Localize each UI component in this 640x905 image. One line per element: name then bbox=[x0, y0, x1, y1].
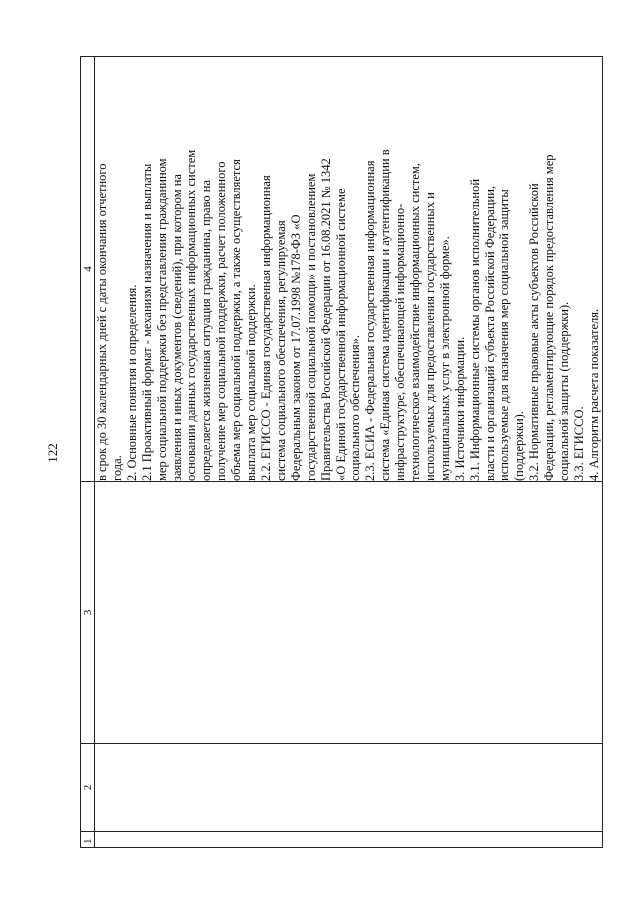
text-line: государственной социальной помощи» и постановлением bbox=[303, 173, 318, 481]
text-line: 2.2. ЕГИССО - Единая государственная информационная bbox=[258, 175, 273, 481]
text-line: заявления и иных документов (сведений), при котором на bbox=[169, 174, 184, 481]
text-line: система социального обеспечения, регулируемая bbox=[273, 220, 288, 481]
text-line: «О Единой государственной информационной системе bbox=[333, 188, 348, 481]
text-line: 3.2. Нормативные правовые акты субъектов Российской bbox=[527, 183, 542, 481]
text-line: 2.3. ЕСИА - Федеральная государственная информационная bbox=[363, 160, 378, 481]
document-table bbox=[80, 56, 603, 848]
text-line: 2. Основные понятия и определения. bbox=[124, 284, 139, 481]
text-line: социального обеспечения». bbox=[348, 334, 363, 481]
text-line: используемых для предоставления государственных и bbox=[422, 192, 437, 481]
text-line: мер социальной поддержки без представления гражданином bbox=[154, 158, 169, 481]
text-line: система «Единая система идентификации и аутентификации в bbox=[378, 149, 393, 481]
table-header-row bbox=[81, 57, 95, 848]
header-col-2: 2 bbox=[81, 744, 95, 832]
header-col-4: 4 bbox=[81, 57, 95, 482]
text-line: основании данных государственных информационных систем bbox=[184, 149, 199, 481]
text-line: инфраструктуре, обеспечивающей информационно- bbox=[393, 203, 408, 481]
table-body-row bbox=[95, 57, 603, 848]
cell-col-1 bbox=[95, 832, 603, 848]
text-line: 3.3. ЕГИССО. bbox=[572, 406, 586, 481]
text-line: (поддержки). bbox=[512, 411, 527, 481]
text-line: 3. Источники информации. bbox=[452, 336, 467, 481]
header-col-3: 3 bbox=[81, 482, 95, 744]
text-line: получение мер социальной поддержки, расчет положенного bbox=[214, 161, 229, 481]
text-line: года. bbox=[109, 455, 124, 481]
text-line: технологическое взаимодействие информационных систем, bbox=[408, 163, 423, 481]
text-line: в срок до 30 календарных дней с даты окончания отчетного bbox=[95, 163, 109, 481]
text-line: определяется жизненная ситуация гражданина, право на bbox=[199, 179, 214, 481]
text-line: социальной защиты (поддержки). bbox=[557, 301, 572, 481]
text-line: 3.1. Информационные системы органов исполнительной bbox=[467, 178, 482, 481]
cell-col-2 bbox=[95, 744, 603, 832]
text-line: используемые для назначения мер социальной защиты bbox=[497, 189, 512, 481]
text-line: 2.1 Проактивный формат - механизм назначения и выплаты bbox=[139, 163, 154, 481]
cell-col-4 bbox=[95, 57, 603, 482]
rotated-page-content bbox=[80, 56, 602, 848]
text-line: власти и организаций субъекта Российской Федерации, bbox=[482, 185, 497, 481]
page-number: 122 bbox=[45, 443, 60, 463]
text-line: Правительства Российской Федерации от 16.08.2021 № 1342 bbox=[318, 158, 333, 481]
text-line: Федеральным законом от 17.07.1998 №178-ФЗ «О bbox=[288, 214, 303, 481]
text-line: выплата мер социальной поддержки. bbox=[244, 284, 259, 481]
text-line: Федерации, регламентирующие порядок предоставления мер bbox=[542, 154, 557, 481]
cell-col-3 bbox=[95, 482, 603, 744]
header-col-1: 1 bbox=[81, 832, 95, 848]
text-line: 4. Алгоритм расчета показателя. bbox=[586, 308, 601, 481]
text-line: муниципальных услуг в электронной форме». bbox=[437, 236, 452, 481]
text-line: объема мер социальной поддержки, а также осуществляется bbox=[229, 159, 244, 481]
